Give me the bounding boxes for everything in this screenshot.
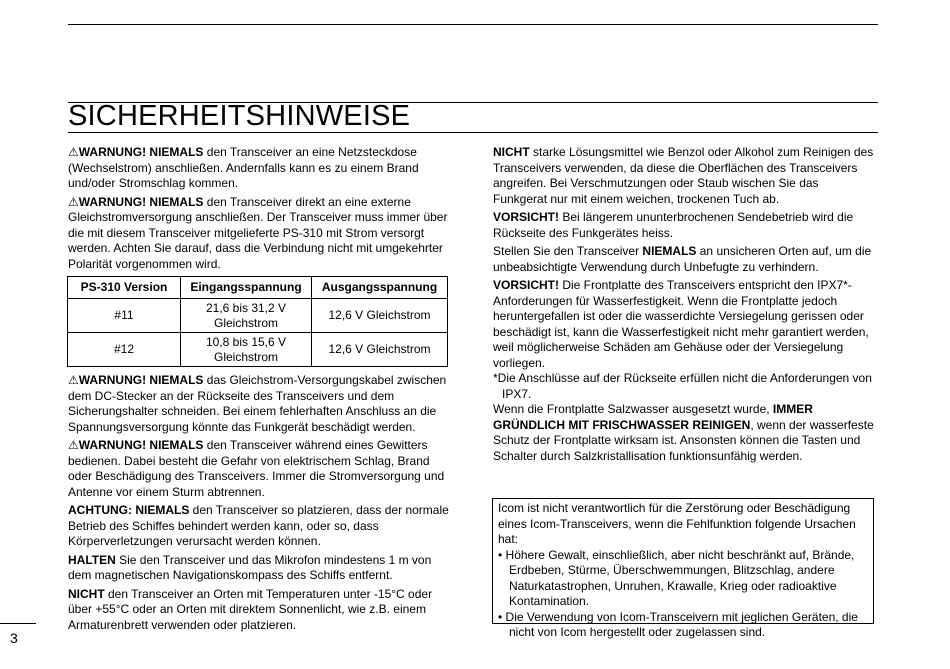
page-number-rule	[0, 623, 36, 624]
warning-cable-cut	[68, 373, 453, 435]
notice-unsafe-places	[493, 244, 875, 275]
disclaimer-list	[498, 548, 868, 641]
top-rule	[68, 24, 878, 25]
notice-text-post: , wenn der wasserfeste Schutz der Frontplatte wirksam ist. Ansonsten können die Tasten und Schalter durch Salzkristallisation funktionsunfähig werden.	[493, 417, 874, 463]
table-row	[68, 333, 448, 367]
table-row	[68, 299, 448, 333]
caution-heat	[493, 210, 875, 241]
title-rule-bottom	[68, 132, 878, 133]
notice-text-pre: Wenn die Frontplatte Salzwasser ausgesetzt wurde,	[493, 402, 773, 416]
warning-triangle-icon: ⚠	[68, 194, 79, 209]
notice-compass	[68, 553, 453, 584]
left-column	[68, 145, 453, 636]
list-item: • Die Verwendung von Icom-Transceivern mit jeglichen Geräten, die nicht von Icom hergestellt oder zugelassen sind.	[498, 609, 858, 639]
warning-text: den Transceiver direkt an eine externe Gleichstromversorgung anschließen. Der Transceiver muss immer über die mit diesem Transceiver mitgelieferte PS-310 mit Strom versorgt werden. Achten Sie darauf, dass die Verbindung nicht mit umgekehrter Polarität vorgenommen wird.	[68, 194, 448, 271]
cell-input-line1: 10,8 bis 15,6 V	[205, 334, 287, 349]
warning-label: WARNUNG! NIEMALS	[78, 145, 204, 159]
header-version: PS-310 Version	[68, 277, 181, 299]
cell-output: 12,6 V Gleichstrom	[312, 333, 448, 367]
warning-text: das Gleichstrom-Versorgungskabel zwischen dem DC-Stecker an der Rückseite des Transceivers und dem Sicherungshalter schneiden. Bei einem fehlerhaften Anschluss an die Spannungsversorgung könnte das Funkgerät beschädigt werden.	[68, 373, 447, 434]
warning-text: den Transceiver an eine Netzsteckdose (Wechselstrom) anschließen. Andernfalls kann es zu einem Brand und/oder Stromschlag kommen.	[68, 145, 419, 190]
cell-output: 12,6 V Gleichstrom	[312, 299, 448, 333]
caution-label: VORSICHT!	[493, 210, 559, 224]
ps310-table	[67, 276, 448, 367]
caution-text: Bei längerem ununterbrochenen Sendebetrieb wird die Rückseite des Funkgerätes heiss.	[493, 210, 854, 240]
notice-solvents	[493, 145, 875, 207]
notice-label: IMMER GRÜNDLICH MIT FRISCHWASSER REINIGEN	[493, 402, 813, 432]
notice-text: den Transceiver an Orten mit Temperaturen unter -15°C oder über +55°C oder an Orten mit direktem Sonnenlicht, wie z.B. einem Armaturenbrett verwenden oder platzieren.	[68, 586, 433, 632]
notice-saltwater	[493, 402, 875, 464]
notice-text-post: an unsicheren Orten auf, um die unbeabsichtigte Verwendung durch Unbefugte zu verhindern.	[493, 244, 872, 274]
cell-input-line1: 21,6 bis 31,2 V	[205, 300, 287, 315]
header-input: Eingangsspannung	[181, 277, 312, 299]
page-number: 3	[10, 630, 18, 646]
notice-label: NIEMALS	[642, 244, 697, 258]
caution-label: ACHTUNG: NIEMALS	[68, 503, 190, 517]
warning-label: WARNUNG! NIEMALS	[78, 438, 204, 452]
header-output: Ausgangsspannung	[312, 277, 448, 299]
notice-temperature	[68, 587, 453, 634]
warning-triangle-icon: ⚠	[68, 438, 79, 452]
warning-label: WARNUNG! NIEMALS	[78, 373, 204, 387]
cell-input	[181, 333, 312, 367]
notice-text-pre: Stellen Sie den Transceiver	[493, 244, 643, 258]
cell-version: #11	[68, 299, 181, 333]
cell-input-line2: Gleichstrom	[213, 315, 278, 330]
notice-label: NICHT	[493, 145, 530, 159]
cell-input-line2: Gleichstrom	[213, 349, 278, 364]
caution-label: VORSICHT!	[493, 278, 559, 292]
caution-text: Die Frontplatte des Transceivers entspricht den IPX7*-Anforderungen für Wasserfestigkeit. Wenn die Frontplatte jedoch heruntergefallen ist oder die wasserdichte Versiegelung gerissen oder beschädigt ist, kann die Wasserfestigkeit nicht mehr garantiert werden, weil möglicherweise Schäden am Gehäuse oder der Versiegelung vorliegen.	[493, 278, 869, 370]
notice-text: Sie den Transceiver und das Mikrofon mindestens 1 m von dem magnetischen Navigationskompass des Schiffs entfernt.	[68, 552, 432, 582]
list-item: • Höhere Gewalt, einschließlich, aber nicht beschränkt auf, Brände, Erdbeben, Stürme, Überschwemmungen, Blitzschlag, andere Naturkatastrophen, Unruhen, Krawalle, Krieg oder radioaktive Kontamination.	[498, 547, 855, 608]
table-header-row	[68, 277, 448, 299]
disclaimer-box	[492, 498, 874, 639]
warning-triangle-icon: ⚠	[68, 373, 79, 387]
warning-thunderstorm	[68, 438, 453, 500]
page-title: SICHERHEITSHINWEISE	[68, 100, 411, 132]
notice-label: NICHT	[68, 586, 105, 601]
right-column	[493, 145, 875, 467]
caution-ipx7	[493, 278, 875, 371]
warning-ac-outlet	[68, 145, 453, 192]
caution-placement	[68, 503, 453, 550]
footnote-ipx7: *Die Anschlüsse auf der Rückseite erfüllen nicht die Anforderungen von IPX7.	[493, 371, 872, 401]
disclaimer-intro: Icom ist nicht verantwortlich für die Zerstörung oder Beschädigung eines Icom-Transceivers, wenn die Fehlfunktion folgende Ursachen hat:	[498, 501, 856, 546]
warning-triangle-icon: ⚠	[68, 145, 79, 159]
notice-text: starke Lösungsmittel wie Benzol oder Alkohol zum Reinigen des Transceivers verwenden, da diese die Oberflächen des Transceivers angreifen. Bei Verschmutzungen oder Staub wischen Sie das Funkgerat nur mit einem weichen, trockenen Tuch ab.	[493, 145, 874, 206]
cell-version: #12	[68, 333, 181, 367]
warning-text: den Transceiver während eines Gewitters bedienen. Dabei besteht die Gefahr von elektrischem Schlag, Brand oder Beschädigung des Transceivers. Immer die Stromversorgung und Antenne vor einem Sturm abtrennen.	[68, 438, 445, 499]
warning-label: WARNUNG! NIEMALS	[78, 194, 204, 209]
caution-text: den Transceiver so platzieren, dass der normale Betrieb des Schiffes behindert werden kann, oder so, dass Körperverletzungen verursacht werden können.	[68, 503, 449, 548]
warning-dc-direct	[68, 195, 453, 273]
notice-label: HALTEN	[68, 552, 116, 567]
cell-input	[181, 299, 312, 333]
